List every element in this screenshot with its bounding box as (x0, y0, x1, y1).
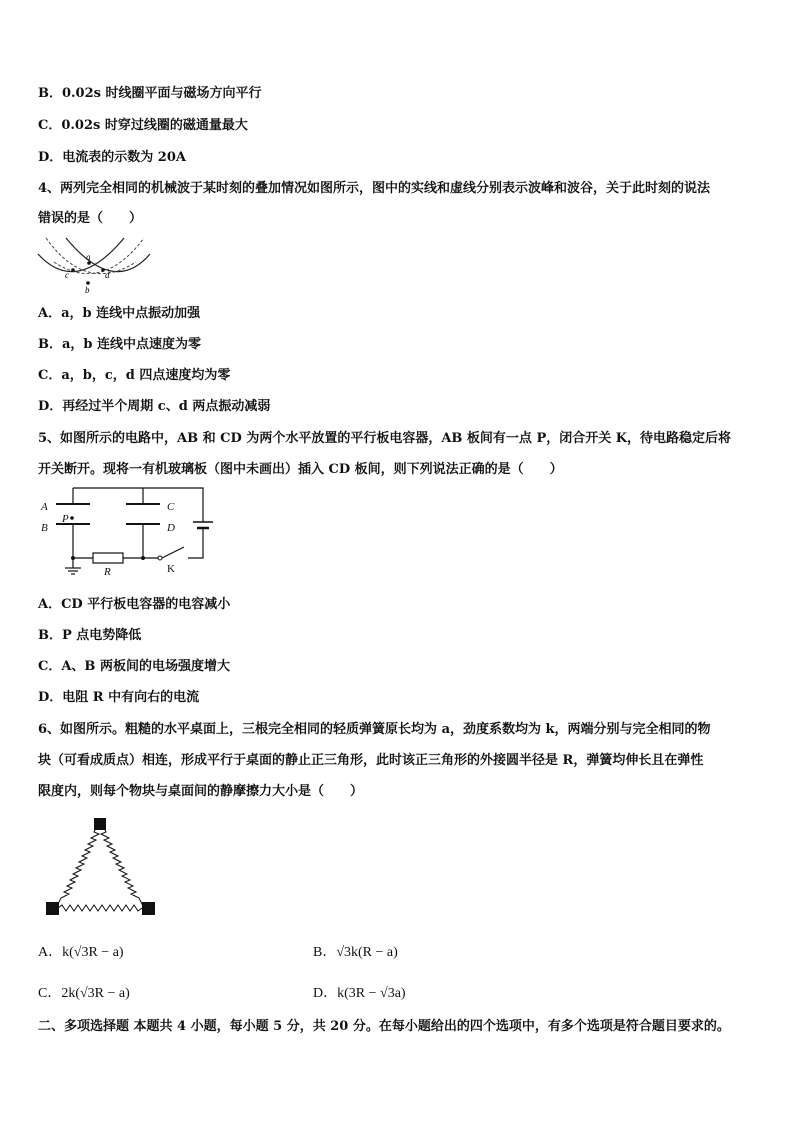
q5-label-r: R (104, 566, 111, 578)
q6-option-b (313, 941, 398, 961)
q6-spring-bottom (58, 905, 142, 911)
q6-option-a-text: A．k(√3R − a) (38, 945, 124, 960)
q4-option-b: B．a，b 连线中点速度为零 (38, 337, 202, 352)
q4-wave-figure (36, 236, 156, 296)
q5-label-a: A (41, 501, 48, 513)
q6-option-d (313, 982, 406, 1002)
q6-spring-left (57, 826, 99, 906)
q4-option-a: A．a，b 连线中点振动加强 (38, 306, 201, 321)
q4-trough-arc-right (54, 238, 144, 274)
q4-label-b: b (85, 285, 90, 295)
q6-block-top (94, 818, 106, 830)
q5-point-p (70, 516, 74, 520)
q4-crest-arc-left (38, 238, 124, 272)
q6-option-c (38, 982, 130, 1002)
q6-block-right (142, 902, 155, 915)
q6-stem-line3: 限度内，则每个物块与桌面间的静摩擦力大小是（ ） (38, 784, 364, 799)
q5-option-c: C．A、B 两板间的电场强度增大 (38, 659, 230, 674)
q4-option-d: D．再经过半个周期 c、d 两点振动减弱 (38, 399, 271, 414)
q6-option-d-text: D．k(3R − √3a) (313, 986, 406, 1001)
q5-label-p: P (62, 513, 69, 525)
q4-label-a: a (86, 252, 91, 262)
q4-stem-line1: 4、两列完全相同的机械波于某时刻的叠加情况如图所示，图中的实线和虚线分别表示波峰和波谷，关于此时刻的说法 (38, 181, 711, 196)
q3-option-d: D．电流表的示数为 20A (38, 150, 186, 165)
q6-stem-line2: 块（可看成质点）相连，形成平行于桌面的静止正三角形，此时该正三角形的外接圆半径是 R，弹簧均伸长且在弹性 (38, 753, 704, 768)
q5-circuit-figure (38, 484, 228, 584)
q5-label-c: C (167, 501, 175, 513)
q5-switch-contact (158, 556, 162, 560)
q5-option-a: A．CD 平行板电容器的电容减小 (38, 597, 231, 612)
q6-stem-line1: 6、如图所示。粗糙的水平桌面上，三根完全相同的轻质弹簧原长均为 a，劲度系数均为 k，两端分别与完全相同的物 (38, 722, 711, 737)
q5-stem-line1: 5、如图所示的电路中，AB 和 CD 为两个水平放置的平行板电容器，AB 板间有一点 P，闭合开关 K，待电路稳定后将 (38, 431, 732, 446)
q6-option-a (38, 941, 124, 961)
q5-label-k: K (167, 563, 175, 575)
q5-stem-line2: 开关断开。现将一有机玻璃板（图中未画出）插入 CD 板间，则下列说法正确的是（ ） (38, 462, 563, 477)
q4-label-c: c (65, 270, 69, 280)
q4-option-c: C．a，b，c，d 四点速度均为零 (38, 368, 231, 383)
q4-stem-line2: 错误的是（ ） (38, 211, 143, 226)
q5-label-b: B (41, 522, 48, 534)
q6-option-c-text: C．2k(√3R − a) (38, 986, 130, 1001)
q6-option-b-text: B．√3k(R − a) (313, 945, 398, 960)
q4-point-c (71, 268, 75, 272)
q3-option-b: B．0.02s 时线圈平面与磁场方向平行 (38, 86, 262, 101)
q6-spring-right (101, 826, 143, 906)
q4-trough-arc-left (46, 238, 136, 274)
q5-option-b: B．P 点电势降低 (38, 628, 142, 643)
q6-block-left (46, 902, 59, 915)
q5-label-d: D (167, 522, 175, 534)
section-2-heading: 二、多项选择题 本题共 4 小题，每小题 5 分，共 20 分。在每小题给出的四个选项中，有多个选项是符合题目要求的。 (38, 1019, 730, 1034)
q6-spring-triangle-figure (42, 814, 162, 918)
q5-option-d: D．电阻 R 中有向右的电流 (38, 690, 200, 705)
q3-option-c: C．0.02s 时穿过线圈的磁通量最大 (38, 118, 248, 133)
q4-label-d: d (105, 270, 110, 280)
q5-resistor (93, 553, 123, 563)
q5-switch-blade (162, 547, 184, 558)
